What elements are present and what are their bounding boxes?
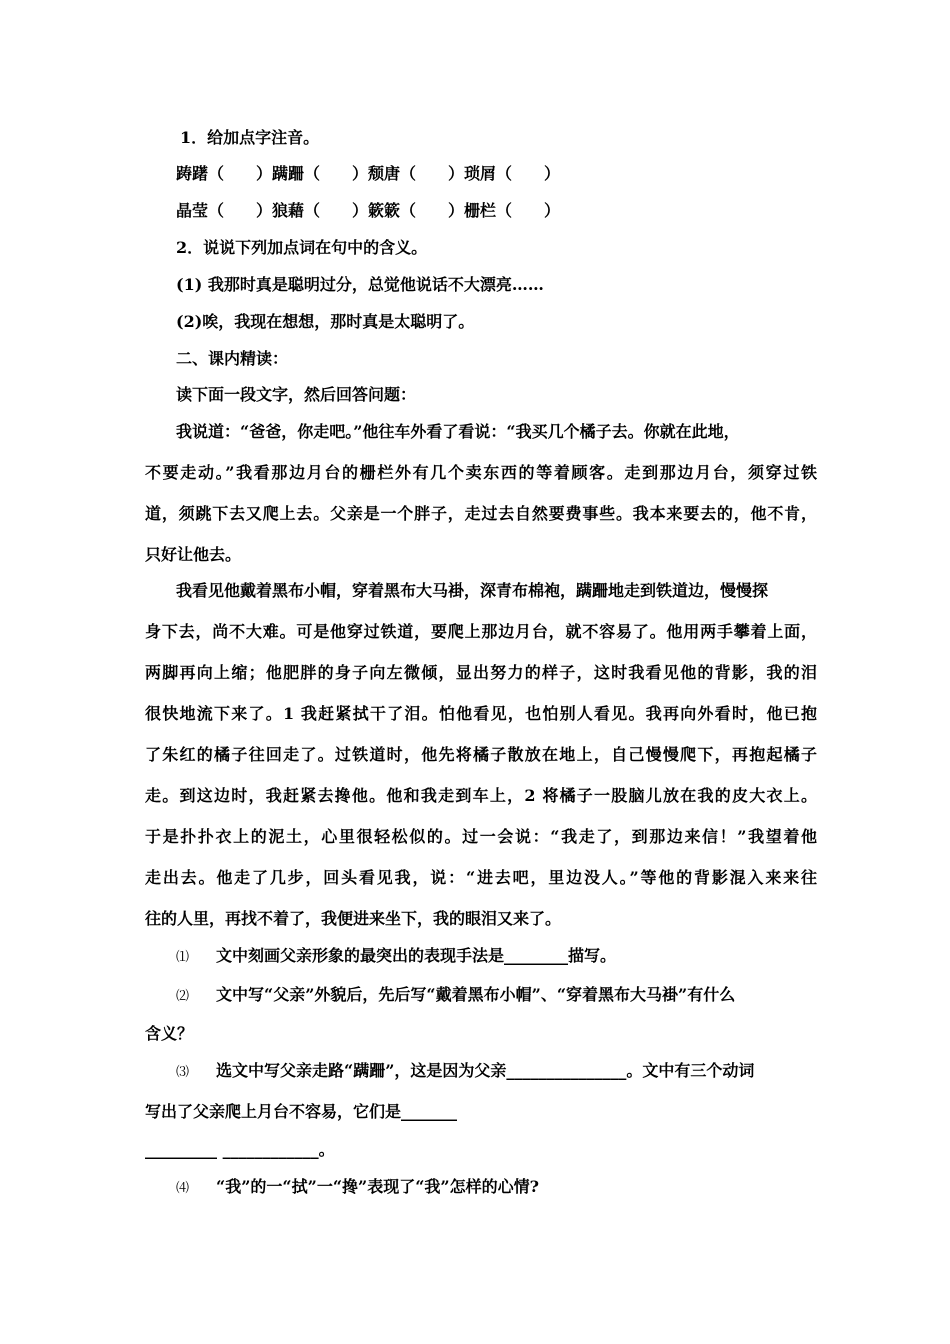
- passage-line: 我看见他戴着黑布小帽，穿着黑布大马褂，深青布棉袍，蹒跚地走到铁道边，慢慢探: [176, 581, 769, 600]
- passage-line: 了朱红的橘子往回走了。过铁道时，他先将橘子散放在地上，自己慢慢爬下，再抱起橘子: [145, 745, 817, 764]
- passage-line: 往的人里，再找不着了，我便进来坐下，我的眼泪又来了。: [145, 909, 562, 928]
- passage-line: 于是扑扑衣上的泥土，心里很轻松似的。过一会说：“我走了，到那边来信！”我望着他: [145, 827, 817, 846]
- question-number: ⑶: [176, 1065, 190, 1080]
- question-2-item-2: (2)唉，我现在想想，那时真是太聪明了。: [176, 312, 475, 331]
- question-1-row-2: 晶莹（ ）狼藉（ ）簌簌（ ）栅栏（ ）: [176, 201, 561, 220]
- passage-line: 我说道：“爸爸，你走吧。”他往车外看了看说：“我买几个橘子去。你就在此地，: [176, 422, 740, 441]
- question-text: 选文中写父亲走路“蹒跚”，这是因为父亲_______________。文中有三个动词: [216, 1061, 755, 1080]
- question-2-title: 2．说说下列加点词在句中的含义。: [176, 238, 428, 257]
- reading-question-3-blanks: _________ ____________。: [145, 1140, 335, 1159]
- reading-question-3-continued: 写出了父亲爬上月台不容易，它们是_______: [145, 1102, 458, 1121]
- question-text: 文中写“父亲”外貌后，先后写“戴着黑布小帽”、“穿着黑布大马褂”有什么: [216, 985, 736, 1004]
- question-number: ⑷: [176, 1181, 190, 1196]
- passage-line: 身下去，尚不大难。可是他穿过铁道，要爬上那边月台，就不容易了。他用两手攀着上面，: [145, 622, 817, 641]
- question-1-row-1: 踌躇（ ）蹒跚（ ）颓唐（ ）琐屑（ ）: [176, 164, 561, 183]
- passage-line: 两脚再向上缩；他肥胖的身子向左微倾，显出努力的样子，这时我看见他的背影，我的泪: [145, 663, 817, 682]
- question-number: ⑵: [176, 989, 190, 1004]
- passage-line: 只好让他去。: [145, 545, 242, 564]
- section-2-heading: 二、课内精读：: [176, 349, 289, 368]
- question-2-item-1: (1) 我那时真是聪明过分，总觉他说话不大漂亮……: [176, 275, 544, 294]
- passage-line: 很快地流下来了。1 我赶紧拭干了泪。怕他看见，也怕别人看见。我再向外看时，他已抱: [145, 704, 817, 723]
- reading-instruction: 读下面一段文字，然后回答问题：: [176, 385, 417, 404]
- reading-question-3: [176, 1061, 754, 1083]
- question-text: “我”的一“拭”一“搀”表现了“我”怎样的心情?: [216, 1177, 540, 1196]
- reading-question-2: [176, 985, 735, 1007]
- passage-line: 走出去。他走了几步，回头看见我，说：“进去吧，里边没人。”等他的背影混入来来往: [145, 868, 817, 887]
- question-1-title: 1．给加点字注音。: [180, 128, 320, 147]
- passage-line: 道，须跳下去又爬上去。父亲是一个胖子，走过去自然要费事些。我本来要去的，他不肯，: [145, 504, 817, 523]
- reading-question-2-continued: 含义？: [145, 1024, 194, 1043]
- reading-question-1: [176, 946, 616, 968]
- passage-line: 走。到这边时，我赶紧去搀他。他和我走到车上，2 将橘子一股脑儿放在我的皮大衣上。: [145, 786, 817, 805]
- passage-line: 不要走动。”我看那边月台的栅栏外有几个卖东西的等着顾客。走到那边月台，须穿过铁: [145, 463, 817, 482]
- question-text: 文中刻画父亲形象的最突出的表现手法是________描写。: [216, 946, 617, 965]
- reading-question-4: [176, 1177, 539, 1199]
- question-number: ⑴: [176, 950, 190, 965]
